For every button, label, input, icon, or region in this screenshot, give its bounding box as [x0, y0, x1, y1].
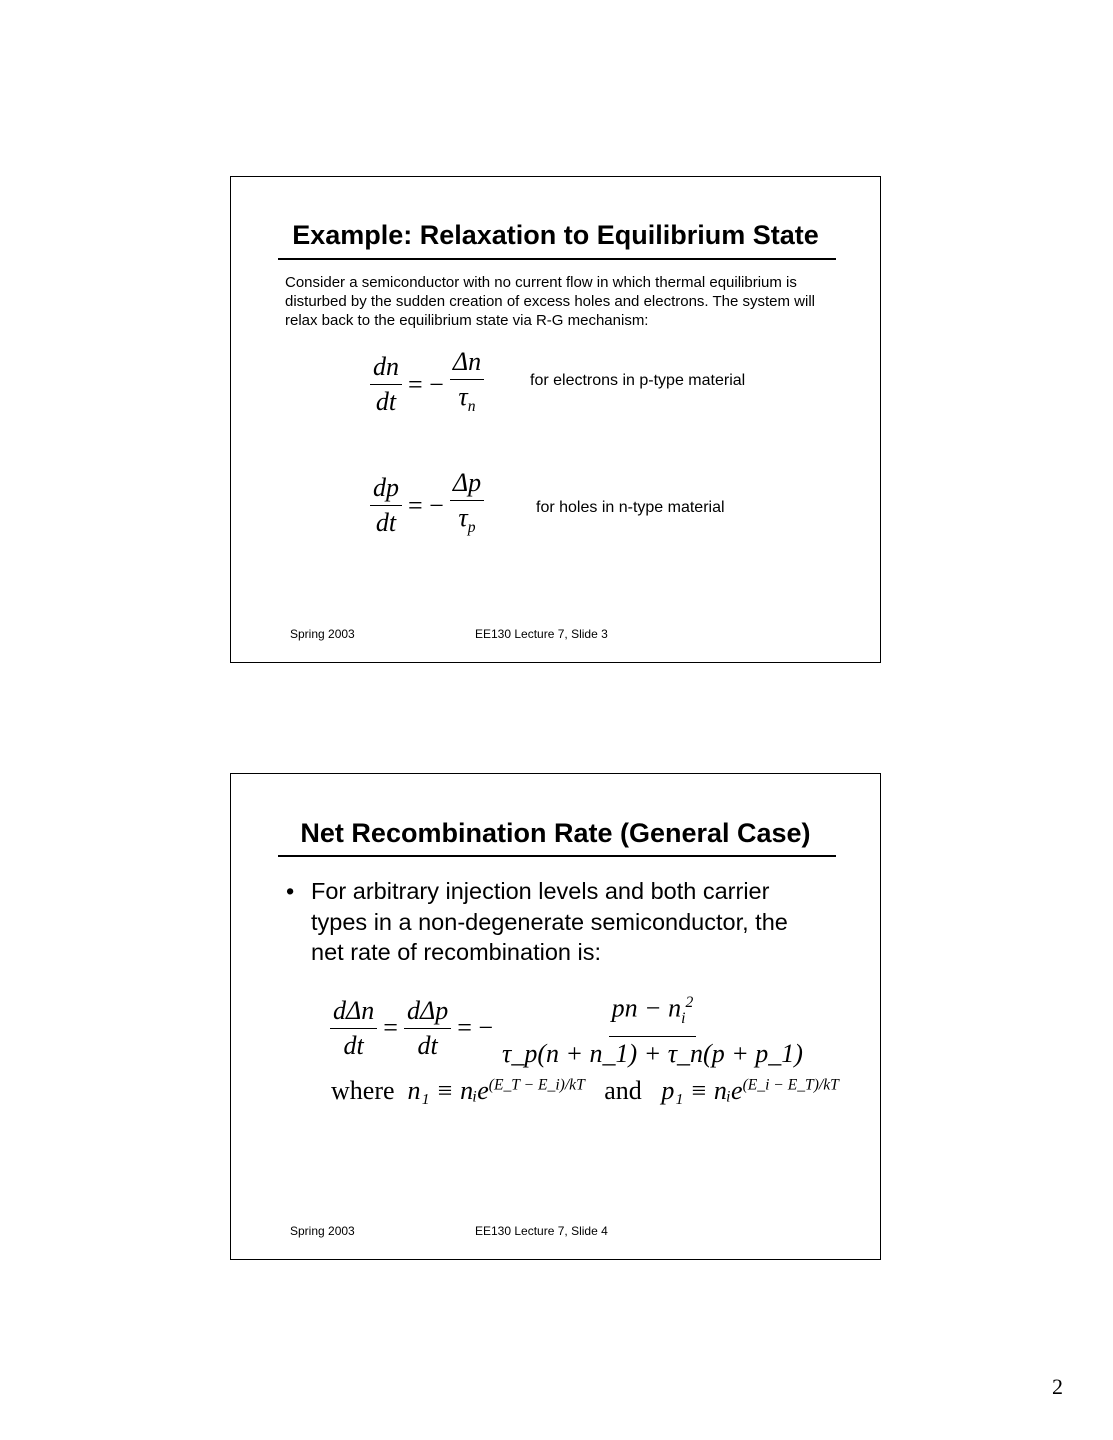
- slide-title: Example: Relaxation to Equilibrium State: [292, 220, 819, 250]
- eq-numerator: dΔp: [404, 996, 451, 1029]
- equation-note: for electrons in p-type material: [530, 372, 746, 389]
- eq-numerator: dp: [370, 473, 402, 506]
- eq-denominator: $\tau_p$: [458, 503, 476, 537]
- footer-date: Spring 2003: [290, 627, 355, 641]
- eq-operator: = −: [408, 369, 444, 399]
- and-word: and: [604, 1076, 642, 1105]
- eq-numerator: dΔn: [330, 996, 377, 1029]
- eq-numerator: pn − $n_i^2$: [609, 988, 697, 1037]
- bullet-icon: •: [286, 878, 295, 904]
- page-number: 2: [1052, 1374, 1063, 1399]
- eq-numerator: Δn: [450, 347, 484, 380]
- n1-exponent: (E_T − E_i)/kT: [488, 1076, 585, 1094]
- footer-slide-info: EE130 Lecture 7, Slide 4: [475, 1224, 608, 1238]
- equation-holes: [367, 468, 487, 543]
- eq-denominator: $\tau_n$: [458, 382, 476, 416]
- recombination-equation: [327, 988, 809, 1069]
- slide-4: [230, 773, 881, 1260]
- where-definitions: [331, 1076, 839, 1106]
- title-underline: [278, 258, 836, 260]
- equation-note: for holes in n-type material: [536, 499, 725, 516]
- eq-operator: =: [383, 1013, 398, 1043]
- footer-slide-info: EE130 Lecture 7, Slide 3: [475, 627, 608, 641]
- equation-electrons: [367, 347, 487, 422]
- p1-exponent: (E_i − E_T)/kT: [742, 1076, 839, 1094]
- eq-denominator: τ_p(n + n_1) + τ_n(p + p_1): [502, 1038, 803, 1068]
- bullet-item: [286, 876, 821, 968]
- eq-operator: = −: [457, 1013, 494, 1043]
- where-word: where: [331, 1076, 395, 1105]
- eq-denominator: dt: [343, 1030, 364, 1060]
- eq-numerator: dn: [370, 352, 402, 385]
- eq-denominator: dt: [375, 508, 397, 538]
- footer-date: Spring 2003: [290, 1224, 355, 1238]
- eq-numerator: Δp: [450, 468, 484, 501]
- eq-operator: = −: [408, 490, 444, 520]
- p1-definition: p₁ ≡ nᵢe: [661, 1076, 743, 1105]
- title-underline: [278, 855, 836, 857]
- slide-title: Net Recombination Rate (General Case): [300, 818, 811, 848]
- eq-denominator: dt: [417, 1030, 438, 1060]
- eq-denominator: dt: [375, 387, 397, 417]
- slide-3: [230, 176, 881, 663]
- bullet-text: For arbitrary injection levels and both carrier types in a non-degenerate semiconductor, the net rate of recombination is:: [311, 878, 788, 965]
- n1-definition: n₁ ≡ nᵢe: [407, 1076, 489, 1105]
- slide-body-text: Consider a semiconductor with no current flow in which thermal equilibrium is disturbed by the sudden creation of excess holes and electrons. The system will relax back to the equilibrium state via R-G mechanism:: [285, 274, 816, 329]
